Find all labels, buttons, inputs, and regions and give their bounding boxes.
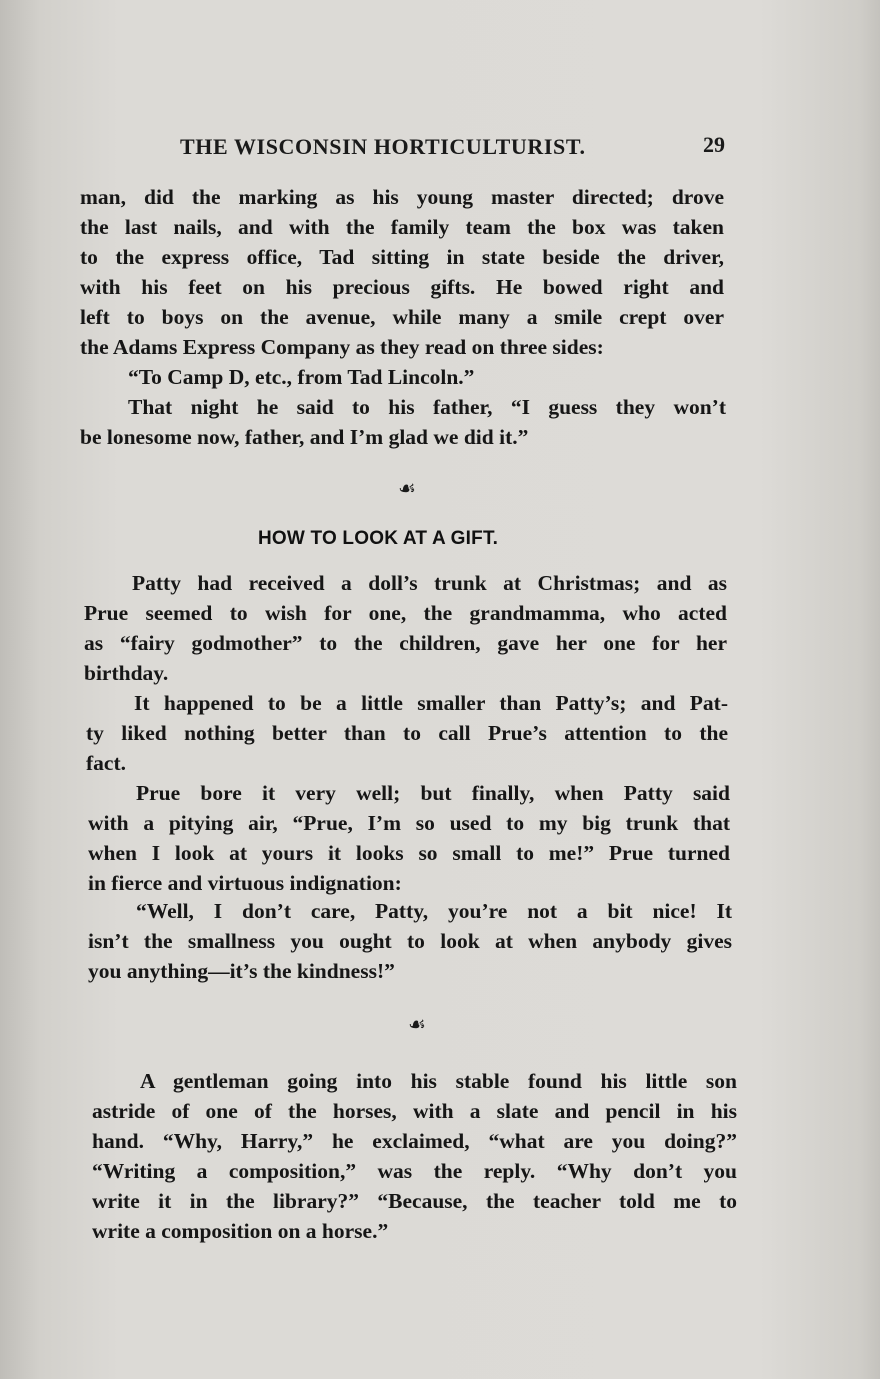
paragraph-kindness: [88, 896, 732, 986]
paragraph-composition: [92, 1066, 737, 1246]
text-line: with a pitying air, “Prue, I’m so used to my big trunk that: [88, 811, 730, 835]
text-line: the Adams Express Company as they read on three sides:: [80, 335, 604, 359]
text-line: be lonesome now, father, and I’m glad we did it.”: [80, 425, 529, 449]
text-line: ty liked nothing better than to call Prue’s attention to the: [86, 721, 728, 745]
paragraph-quote: [80, 362, 725, 392]
text-line: “To Camp D, etc., from Tad Lincoln.”: [128, 365, 475, 389]
page-header: [180, 134, 725, 166]
text-line: astride of one of the horses, with a slate and pencil in his: [92, 1099, 737, 1123]
paragraph-patty-trunk: [84, 568, 727, 688]
text-line: in fierce and virtuous indignation:: [88, 871, 402, 895]
text-line: the last nails, and with the family team the box was taken: [80, 215, 724, 239]
text-line: with his feet on his precious gifts. He bowed right and: [80, 275, 724, 299]
text-line: isn’t the smallness you ought to look at when anybody gives: [88, 929, 732, 953]
text-line: to the express office, Tad sitting in state beside the driver,: [80, 245, 724, 269]
text-line: It happened to be a little smaller than Patty’s; and Pat-: [134, 691, 728, 715]
paragraph-smaller-trunk: [86, 688, 728, 778]
text-line: as “fairy godmother” to the children, gave her one for her: [84, 631, 727, 655]
section-title: HOW TO LOOK AT A GIFT.: [258, 528, 499, 549]
text-line: That night he said to his father, “I guess they won’t: [128, 395, 726, 419]
text-line: “Well, I don’t care, Patty, you’re not a bit nice! It: [136, 899, 732, 923]
running-title: THE WISCONSIN HORTICULTURIST.: [180, 134, 586, 159]
text-line: birthday.: [84, 661, 169, 685]
text-line: fact.: [86, 751, 126, 775]
text-line: “Writing a composition,” was the reply. “Why don’t you: [92, 1159, 737, 1183]
paragraph-continuation: [80, 182, 724, 362]
text-line: A gentleman going into his stable found his little son: [140, 1069, 737, 1093]
paragraph-father: [80, 392, 726, 452]
ornament-icon: ☙: [408, 1012, 426, 1036]
text-line: Patty had received a doll’s trunk at Christmas; and as: [132, 571, 727, 595]
text-line: write a composition on a horse.”: [92, 1219, 389, 1243]
paragraph-prue-reply: [88, 778, 730, 898]
text-line: Prue bore it very well; but finally, when Patty said: [136, 781, 730, 805]
text-line: hand. “Why, Harry,” he exclaimed, “what are you doing?”: [92, 1129, 737, 1153]
text-line: man, did the marking as his young master directed; drove: [80, 185, 724, 209]
text-line: when I look at yours it looks so small to me!” Prue turned: [88, 841, 730, 865]
text-line: you anything—it’s the kindness!”: [88, 959, 395, 983]
text-line: left to boys on the avenue, while many a smile crept over: [80, 305, 724, 329]
page-number: 29: [703, 132, 725, 157]
text-line: Prue seemed to wish for one, the grandmamma, who acted: [84, 601, 727, 625]
ornament-icon: ☙: [398, 476, 416, 500]
text-line: write it in the library?” “Because, the teacher told me to: [92, 1189, 737, 1213]
